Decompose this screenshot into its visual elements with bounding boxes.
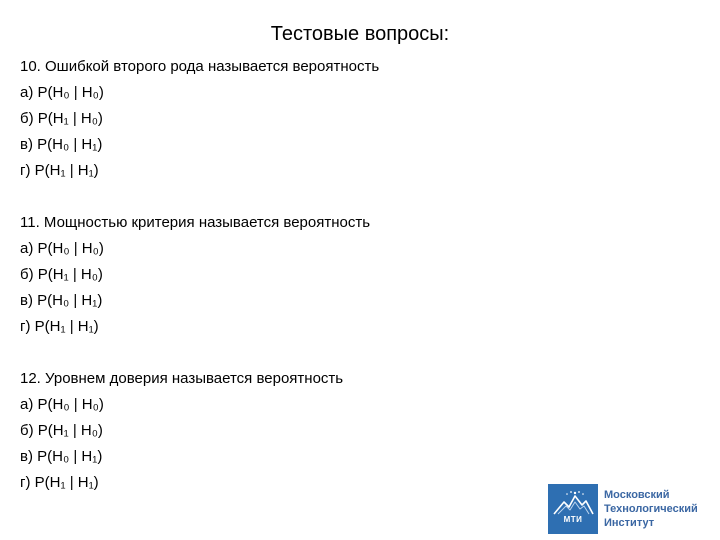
answer-option-b: б) P(H₁ | H₀) [20, 422, 103, 439]
answer-option-g: г) P(H₁ | H₁) [20, 474, 99, 491]
logo-abbreviation: МТИ [563, 515, 583, 524]
answer-option-a: а) P(H₀ | H₀) [20, 240, 104, 257]
question-11 [20, 210, 540, 340]
answer-option-v: в) P(H₀ | H₁) [20, 292, 103, 309]
answer-option-a: а) P(H₀ | H₀) [20, 84, 104, 101]
mountain-icon [548, 484, 598, 534]
question-12 [20, 366, 540, 496]
answer-option-b: б) P(H₁ | H₀) [20, 110, 103, 127]
question-10 [20, 54, 540, 184]
questions-list [20, 54, 540, 496]
page-title: Тестовые вопросы: [270, 23, 450, 45]
answer-option-b: б) P(H₁ | H₀) [20, 266, 103, 283]
answer-option-a: а) P(H₀ | H₀) [20, 396, 104, 413]
question-text: 10. Ошибкой второго рода называется вероятность [20, 58, 380, 75]
institute-logo [548, 484, 714, 534]
answer-option-g: г) P(H₁ | H₁) [20, 318, 99, 335]
question-text: 12. Уровнем доверия называется вероятность [20, 370, 344, 387]
answer-option-v: в) P(H₀ | H₁) [20, 136, 103, 153]
logo-name-line: Технологический [604, 503, 698, 515]
logo-name-line: Институт [604, 517, 655, 529]
logo-name-line: Московский [604, 489, 670, 501]
answer-option-v: в) P(H₀ | H₁) [20, 448, 103, 465]
answer-option-g: г) P(H₁ | H₁) [20, 162, 99, 179]
question-text: 11. Мощностью критерия называется вероятность [20, 214, 371, 231]
logo-emblem [548, 484, 598, 534]
logo-wordmark [604, 488, 716, 530]
